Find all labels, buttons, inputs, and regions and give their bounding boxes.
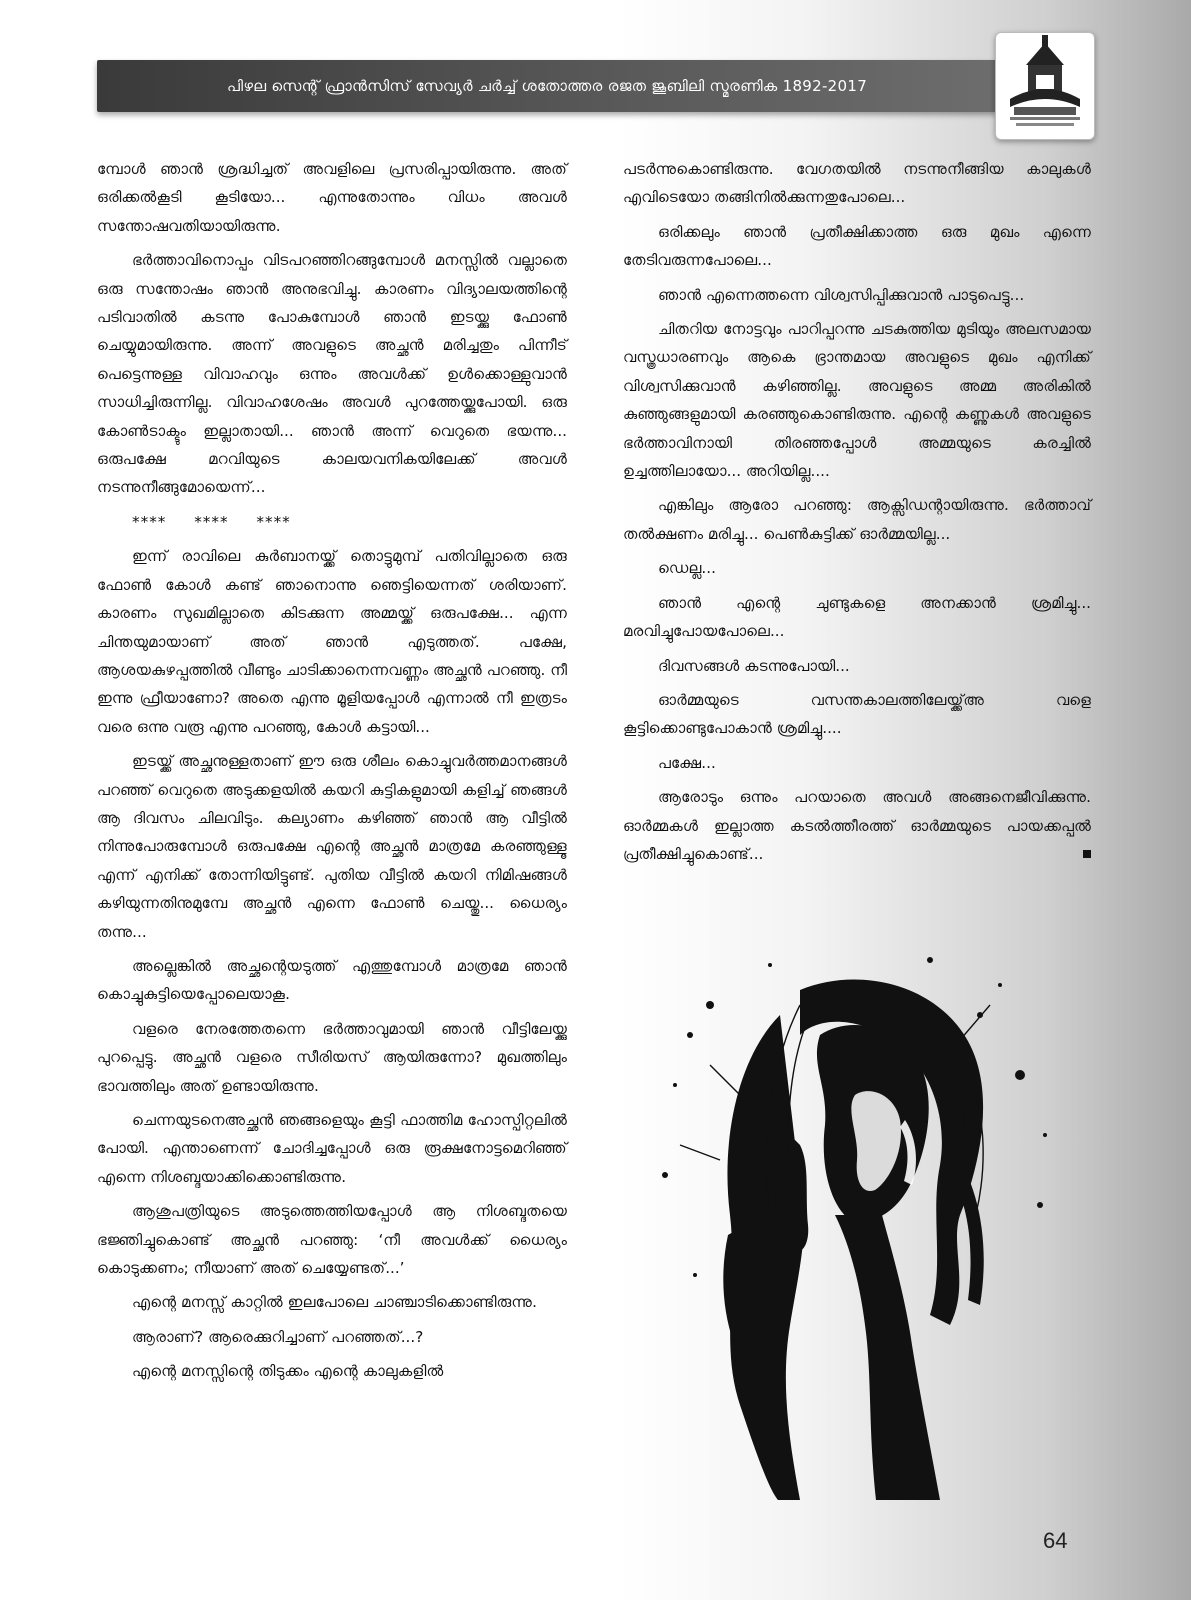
grieving-woman-illustration	[650, 945, 1070, 1505]
paragraph: ചിതറിയ നോട്ടവും പാറിപ്പറന്നു ചടകുത്തിയ മുടിയും അലസമായ വസ്ത്രധാരണവും ആകെ ഭ്രാന്തമായ അവളുടെ മുഖം എനിക്ക് വിശ്വസിക്കുവാൻ കഴിഞ്ഞില്ല. അവളുടെ അമ്മ അരികിൽ കുഞ്ഞുങ്ങളുമായി കരഞ്ഞുകൊണ്ടിരുന്നു. എന്റെ കണ്ണുകൾ അവളുടെ ഭർത്താവിനായി തിരഞ്ഞപ്പോൾ അമ്മയുടെ കരച്ചിൽ ഉച്ചത്തിലായോ... അറിയില്ല....	[623, 320, 1091, 481]
ink-splatter-figure-icon	[650, 945, 1070, 1505]
page-header-banner	[97, 60, 997, 112]
paragraph: ഇടയ്ക്ക് അച്ഛനുള്ളതാണ് ഈ ഒരു ശീലം കൊച്ചുവർത്തമാനങ്ങൾ പറഞ്ഞ് വെറുതെ അടുക്കളയിൽ കയറി കുട്ടികളുമായി കളിച്ച് ഞങ്ങൾ ആ ദിവസം ചിലവിടും. കല്യാണം കഴിഞ്ഞ് ഞാൻ ആ വീട്ടിൽ നിന്നുപോരുമ്പോൾ ഒരുപക്ഷേ എന്റെ അച്ഛൻ മാത്രമേ കരഞ്ഞുള്ളൂ എന്ന് എനിക്ക് തോന്നിയിട്ടുണ്ട്. പുതിയ വീട്ടിൽ കയറി നിമിഷങ്ങൾ കഴിയുന്നതിനുമുമ്പേ അച്ഛൻ എന്നെ ഫോൺ ചെയ്തു... ധൈര്യം തന്നു...	[97, 752, 567, 941]
paragraph: എന്റെ മനസ്സിന്റെ തിടുക്കം എന്റെ കാലുകളിൽ	[132, 1362, 444, 1381]
paragraph: ആശുപത്രിയുടെ അടുത്തെത്തിയപ്പോൾ ആ നിശബ്ദതയെ ഭജ്ഞിച്ചുകൊണ്ട് അച്ഛൻ പറഞ്ഞു: ‘നീ അവൾക്ക് ധൈര്യം കൊടുക്കണം; നീയാണ് അത് ചെയ്യേണ്ടത്...’	[97, 1202, 567, 1278]
church-logo	[995, 32, 1095, 140]
page-number: 64	[1043, 1528, 1068, 1553]
paragraph: മ്പോൾ ഞാൻ ശ്രദ്ധിച്ചത് അവളിലെ പ്രസരിപ്പായിരുന്നു. അത് ഒരിക്കൽകൂടി കൂടിയോ... എന്നുതോന്നും വിധം അവൾ സന്തോഷവതിയായിരുന്നു.	[97, 160, 567, 235]
paragraph-text: ആരോടും ഒന്നും പറയാതെ അവൾ അങ്ങനെജീവിക്കുന്നു. ഓർമ്മകൾ ഇല്ലാത്ത കടൽത്തീരത്ത് ഓർമ്മയുടെ പായക്കപ്പൽ പ്രതീക്ഷിച്ചുകൊണ്ട്...	[623, 788, 1091, 863]
end-of-article-square-icon	[1083, 850, 1091, 858]
paragraph: ഡെല്ല...	[658, 559, 716, 578]
paragraph: ഇന്ന് രാവിലെ കുർബാനയ്ക്ക് തൊട്ടുമുമ്പ് പതിവില്ലാതെ ഒരു ഫോൺ കോൾ കണ്ട് ഞാനൊന്നു ഞെട്ടിയെന്നത് ശരിയാണ്. കാരണം സുഖമില്ലാതെ കിടക്കുന്ന അമ്മയ്ക്ക് ഒരുപക്ഷേ... എന്ന ചിന്തയുമായാണ് അത് ഞാൻ എടുത്തത്. പക്ഷേ, ആശയകുഴപ്പത്തിൽ വീണ്ടും ചാടിക്കാനെന്നവണ്ണം അച്ഛൻ പറഞ്ഞു. നീ ഇന്നു ഫ്രീയാണോ? അതെ എന്നു മൂളിയപ്പോൾ എന്നാൽ നീ ഇത്രടം വരെ ഒന്നു വരൂ എന്നു പറഞ്ഞു, കോൾ കട്ടായി...	[97, 547, 567, 736]
paragraph: ഓർമ്മയുടെ വസന്തകാലത്തിലേയ്ക്ക്അ വളെ കൂട്ടിക്കൊണ്ടുപോകാൻ ശ്രമിച്ചു....	[623, 690, 1091, 738]
publication-title: പിഴല സെന്റ് ഫ്രാൻസിസ് സേവ്യർ ചർച്ച് ശതോത്തര രജത ജൂബിലി സ്മരണിക 1892-2017	[226, 77, 868, 95]
paragraph: ചെന്നയുടനെഅച്ഛൻ ഞങ്ങളെയും കൂട്ടി ഫാത്തിമ ഹോസ്പിറ്റലിൽ പോയി. എന്താണെന്ന് ചോദിച്ചപ്പോൾ ഒരു രൂക്ഷനോട്ടമെറിഞ്ഞ് എന്നെ നിശബ്ദയാക്കിക്കൊണ്ടിരുന്നു.	[97, 1111, 567, 1186]
paragraph: ഭർത്താവിനൊപ്പം വിടപറഞ്ഞിറങ്ങുമ്പോൾ മനസ്സിൽ വല്ലാതെ ഒരു സന്തോഷം ഞാൻ അനുഭവിച്ചു. കാരണം വിദ്യാലയത്തിന്റെ പടിവാതിൽ കടന്നു പോകുമ്പോൾ ഞാൻ ഇടയ്ക്കു ഫോൺ ചെയ്യുമായിരുന്നു. അന്ന് അവളുടെ അച്ഛൻ മരിച്ചതും പിന്നീട് പെട്ടെന്നുള്ള വിവാഹവും ഒന്നും അവൾക്ക് ഉൾക്കൊള്ളുവാൻ സാധിച്ചിരുന്നില്ല. വിവാഹശേഷം അവൾ പുറത്തേയ്ക്കുപോയി. ഒരു കോൺടാക്ടും ഇല്ലാതായി... ഞാൻ അന്ന് വെറുതെ ഭയന്നു... ഒരുപക്ഷേ മറവിയുടെ കാലയവനികയിലേക്ക് അവൾ നടന്നുനീങ്ങുമോയെന്ന്...	[97, 251, 567, 497]
paragraph: ഞാൻ എന്റെ ചുണ്ടുകളെ അനക്കാൻ ശ്രമിച്ചു... മരവിച്ചുപോയപോലെ...	[623, 593, 1091, 641]
paragraph: ആരാണ്? ആരെക്കുറിച്ചാണ് പറഞ്ഞത്...?	[132, 1327, 424, 1346]
paragraph: പക്ഷേ...	[658, 753, 716, 772]
section-separator: **** **** ****	[132, 512, 291, 531]
church-emblem-icon	[996, 33, 1094, 139]
paragraph: വളരെ നേരത്തേതന്നെ ഭർത്താവുമായി ഞാൻ വീട്ടിലേയ്ക്കു പുറപ്പെട്ടു. അച്ഛൻ വളരെ സീരിയസ് ആയിരുന്നോ? മുഖത്തിലും ഭാവത്തിലും അത് ഉണ്ടായിരുന്നു.	[97, 1019, 567, 1095]
paragraph: പടർന്നുകൊണ്ടിരുന്നു. വേഗതയിൽ നടന്നുനീങ്ങിയ കാലുകൾ എവിടെയോ തങ്ങിനിൽക്കുന്നതുപോലെ...	[623, 160, 1091, 207]
paragraph-last	[623, 783, 1091, 868]
paragraph: എന്റെ മനസ്സ് കാറ്റിൽ ഇലപോലെ ചാഞ്ചാടിക്കൊണ്ടിരുന്നു.	[132, 1293, 537, 1312]
paragraph: ദിവസങ്ങൾ കടന്നുപോയി...	[658, 656, 850, 675]
article-column-left	[97, 155, 567, 1392]
paragraph: ഞാൻ എന്നെത്തന്നെ വിശ്വസിപ്പിക്കുവാൻ പാടുപെട്ടു...	[658, 285, 1025, 304]
article-column-right	[623, 155, 1091, 874]
paragraph: അല്ലെങ്കിൽ അച്ഛന്റെയടുത്ത് എത്തുമ്പോൾ മാത്രമേ ഞാൻ കൊച്ചുകുട്ടിയെപ്പോലെയാകൂ.	[97, 956, 567, 1004]
paragraph: ഒരിക്കലും ഞാൻ പ്രതീക്ഷിക്കാത്ത ഒരു മുഖം എന്നെ തേടിവരുന്നപോലെ...	[623, 222, 1091, 270]
paragraph: എങ്കിലും ആരോ പറഞ്ഞു: ആക്സിഡന്റായിരുന്നു. ഭർത്താവ് തൽക്ഷണം മരിച്ചു... പെൺകുട്ടിക്ക് ഓർമ്മയില്ല...	[623, 496, 1091, 543]
